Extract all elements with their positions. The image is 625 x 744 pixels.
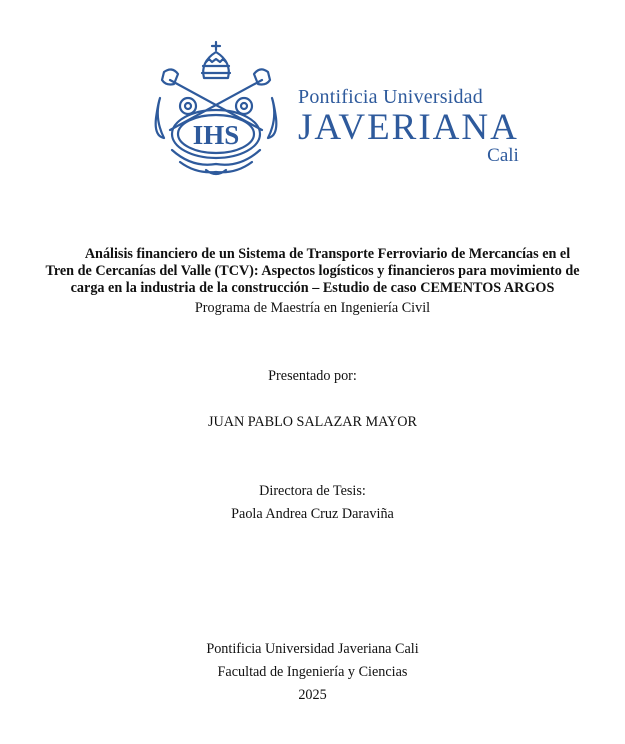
thesis-title: Análisis financiero de un Sistema de Transporte Ferroviario de Mercancías en el Tren de Cercanías del Valle (TCV): Aspectos logísticos y financieros para movimiento de carga en la industria de la construcción – Estudio de caso CEMENTOS ARGOS <box>45 246 580 296</box>
logo-line-cali: Cali <box>487 145 519 166</box>
crest-emblem-icon <box>150 38 282 178</box>
director-name: Paola Andrea Cruz Daraviña <box>231 506 394 522</box>
university-logo <box>150 38 519 178</box>
footer-university: Pontificia Universidad Javeriana Cali <box>206 641 419 657</box>
presented-by-label: Presentado por: <box>268 368 357 384</box>
author-name: JUAN PABLO SALAZAR MAYOR <box>207 414 418 430</box>
logo-line-pontificia: Pontificia Universidad <box>298 86 483 108</box>
footer-faculty: Facultad de Ingeniería y Ciencias <box>217 664 408 680</box>
program-name: Programa de Maestría en Ingeniería Civil <box>194 300 431 316</box>
logo-line-javeriana: JAVERIANA <box>298 107 519 148</box>
director-label: Directora de Tesis: <box>259 483 366 499</box>
logo-wordmark <box>298 86 519 166</box>
emblem-monogram: IHS <box>192 120 240 150</box>
footer-year: 2025 <box>298 687 327 703</box>
